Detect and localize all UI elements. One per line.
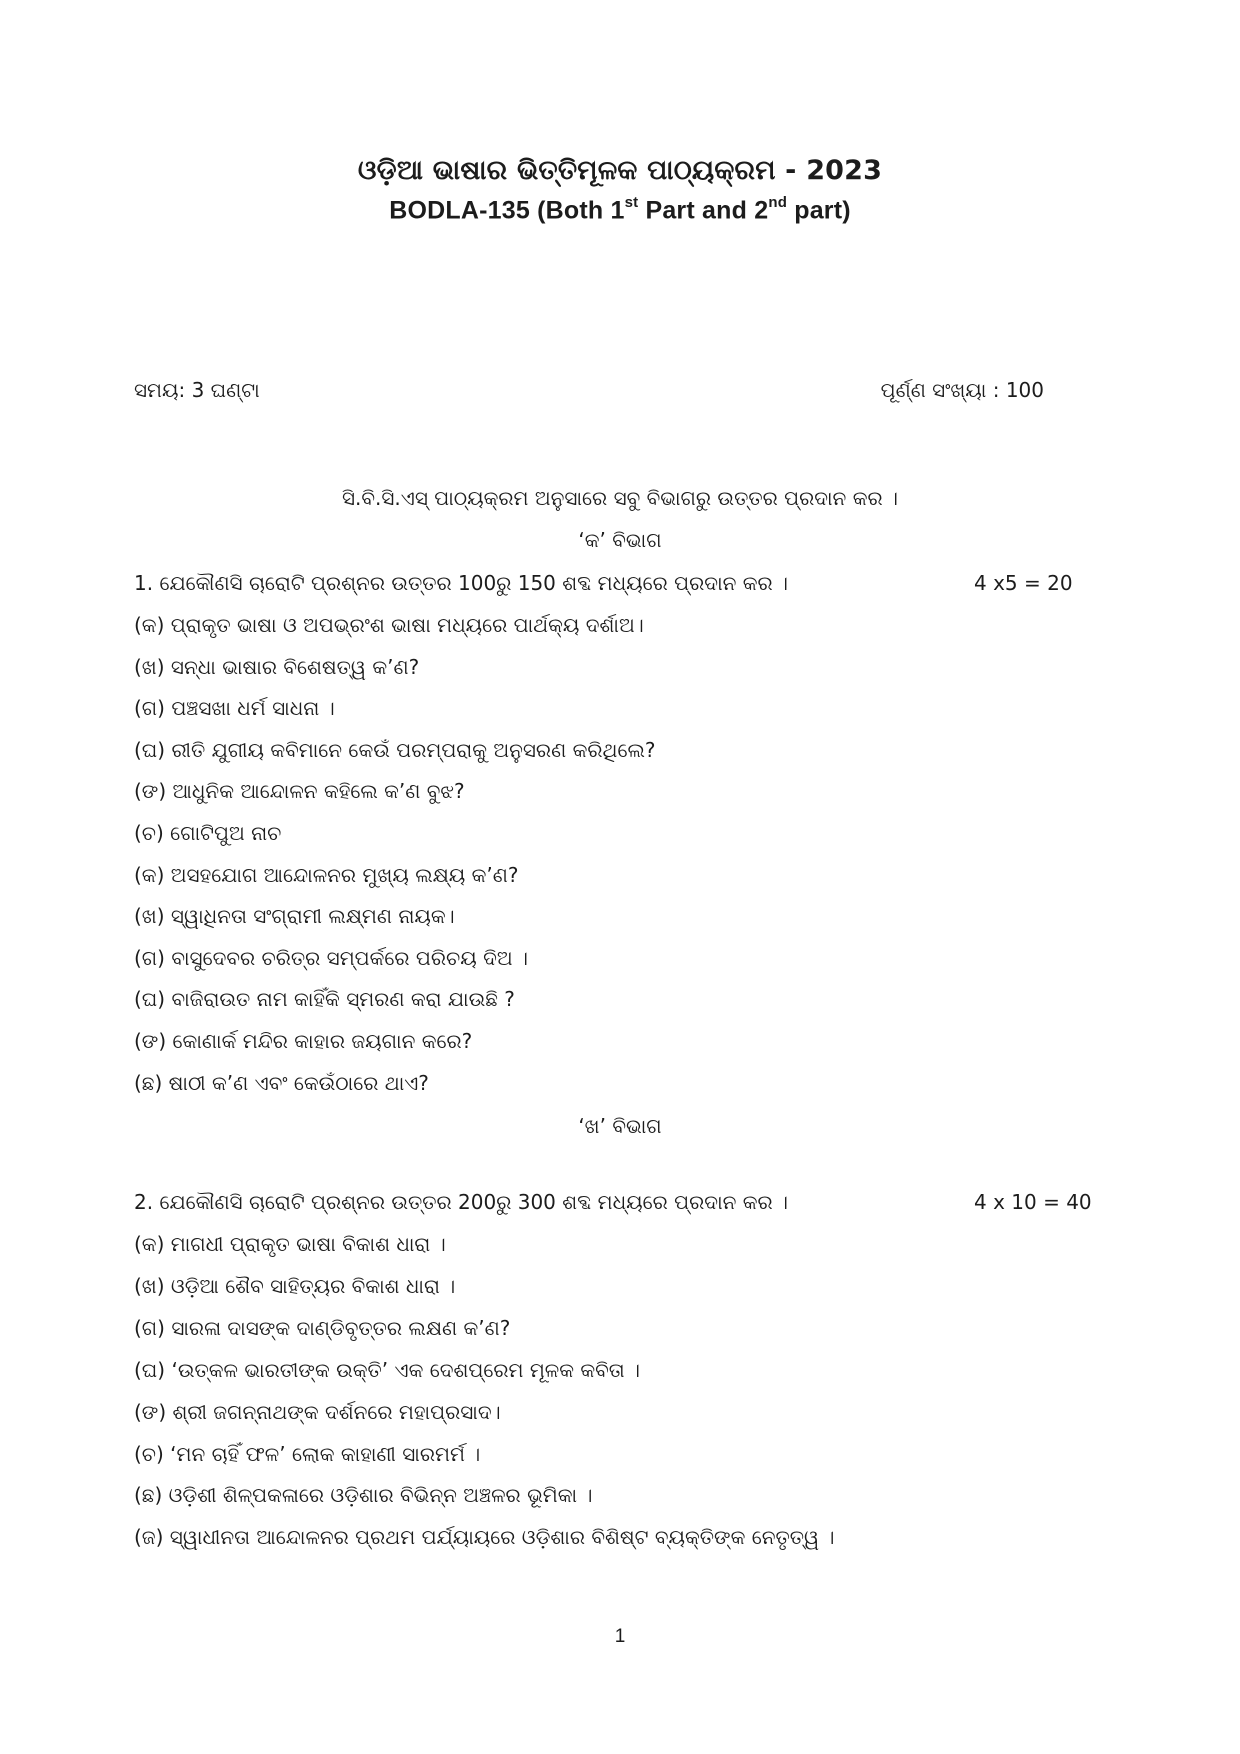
- question-item: (ଖ) ସ୍ୱାଧିନତା ସଂଗ୍ରାମୀ ଲକ୍ଷ୍ମଣ ନାୟକ।: [134, 904, 455, 929]
- exam-time: ସମୟ: 3 ଘଣ୍ଟା: [134, 378, 260, 402]
- question-item: (ଘ) ‘ଉତ୍କଳ ଭାରତୀଙ୍କ ଉକ୍ତି’ ଏକ ଦେଶପ୍ରେମ ମୂଳକ କବିତା ।: [134, 1357, 641, 1382]
- course-title: ଓଡ଼ିଆ ଭାଷାର ଭିତ୍ତିମୂଳକ ପାଠ୍ୟକ୍ରମ - 2023: [357, 155, 883, 186]
- question-item: (ଗ) ପଞ୍ଚସଖା ଧର୍ମ ସାଧନା ।: [134, 696, 335, 721]
- question-item: (ଚ) ଗୋଟିପୁଅ ନାଚ: [134, 821, 282, 845]
- question-item: (ଛ) ଓଡ଼ିଶୀ ଶିଳ୍ପକଳାରେ ଓଡ଼ିଶାର ବିଭିନ୍ନ ଅଞ୍ଚଳର ଭୂମିକା ।: [134, 1483, 593, 1508]
- question-item: (ଙ) କୋଣାର୍କ ମନ୍ଦିର କାହାର ଜୟଗାନ କରେ?: [134, 1029, 473, 1053]
- question-2: [134, 1190, 1092, 1214]
- question-item: (ଘ) ରୀତି ଯୁଗୀୟ କବିମାନେ କେଉଁ ପରମ୍ପରାକୁ ଅନୁସରଣ କରିଥିଲେ?: [134, 737, 656, 762]
- course-code-line: [0, 196, 1240, 225]
- question-item: (ଗ) ବାସୁଦେବର ଚରିତ୍ର ସମ୍ପର୍କରେ ପରିଚୟ ଦିଅ ।: [134, 945, 529, 970]
- section-a-title: ‘କ’ ବିଭାଗ: [578, 528, 662, 552]
- superscript-st: st: [624, 194, 639, 211]
- question-item: (କ) ମାଗଧୀ ପ୍ରାକୃତ ଭାଷା ବିକାଶ ଧାରା ।: [134, 1232, 446, 1256]
- question-item: (ଖ) ସନ୍ଧା ଭାଷାର ବିଶେଷତ୍ୱ କ’ଣ?: [134, 654, 420, 679]
- section-b-title: ‘ଖ’ ବିଭାଗ: [578, 1114, 662, 1138]
- question-2-score: 4 x 10 = 40: [974, 1190, 1092, 1214]
- question-item: (ଚ) ‘ମନ ଚାହିଁ ଫଳ’ ଲୋକ କାହାଣୀ ସାରମର୍ମ ।: [134, 1441, 481, 1466]
- question-2-text: 2. ଯେକୌଣସି ଚାରୋଟି ପ୍ରଶ୍ନର ଉତ୍ତର 200ରୁ 300 ଶବ୍ଦ ମଧ୍ୟରେ ପ୍ରଦାନ କର ।: [134, 1190, 789, 1214]
- general-instruction: ସି.ବି.ସି.ଏସ୍ ପାଠ୍ୟକ୍ରମ ଅନୁସାରେ ସବୁ ବିଭାଗରୁ ଉତ୍ତର ପ୍ରଦାନ କର ।: [342, 486, 898, 510]
- full-marks: ପୂର୍ଣ୍ଣ ସଂଖ୍ୟା : 100: [880, 378, 1044, 402]
- question-item: (ଗ) ସାରଳା ଦାସଙ୍କ ଦାଣ୍ଡିବୃତ୍ତର ଲକ୍ଷଣ କ’ଣ?: [134, 1315, 511, 1340]
- course-code-mid: Part and 2: [638, 196, 769, 225]
- course-code: BODLA-135 (Both 1: [389, 196, 625, 225]
- question-item: (କ) ପ୍ରାକୃତ ଭାଷା ଓ ଅପଭ୍ରଂଶ ଭାଷା ମଧ୍ୟରେ ପାର୍ଥକ୍ୟ ଦର୍ଶାଅ।: [134, 613, 644, 637]
- question-1: [134, 571, 1080, 595]
- question-item: (କ) ଅସହଯୋଗ ଆନ୍ଦୋଳନର ମୁଖ୍ୟ ଲକ୍ଷ୍ୟ କ’ଣ?: [134, 862, 519, 887]
- page-number: 1: [614, 1626, 626, 1647]
- question-item: (ଙ) ଶ୍ରୀ ଜଗନ୍ନାଥଙ୍କ ଦର୍ଶନରେ ମହାପ୍ରସାଦ।: [134, 1399, 501, 1424]
- course-code-end: part): [787, 196, 851, 225]
- question-item: (ଙ) ଆଧୁନିକ ଆନ୍ଦୋଳନ କହିଲେ କ’ଣ ବୁଝ?: [134, 779, 465, 804]
- question-item: (ଖ) ଓଡ଼ିଆ ଶୈବ ସାହିତ୍ୟର ବିକାଶ ଧାରା ।: [134, 1273, 456, 1298]
- question-item: (ଜ) ସ୍ୱାଧୀନତା ଆନ୍ଦୋଳନର ପ୍ରଥମ ପର୍ଯ୍ୟାୟରେ ଓଡ଼ିଶାର ବିଶିଷ୍ଟ ବ୍ୟକ୍ତିଙ୍କ ନେତୃତ୍ୱ ।: [134, 1525, 835, 1550]
- question-1-text: 1. ଯେକୌଣସି ଚାରୋଟି ପ୍ରଶ୍ନର ଉତ୍ତର 100ରୁ 150 ଶବ୍ଦ ମଧ୍ୟରେ ପ୍ରଦାନ କର ।: [134, 571, 789, 595]
- question-1-score: 4 x5 = 20: [974, 571, 1073, 595]
- superscript-nd: nd: [768, 194, 788, 211]
- question-item: (ଛ) ଷାଠୀ କ’ଣ ଏବଂ କେଉଁଠାରେ ଥାଏ?: [134, 1070, 429, 1095]
- question-item: (ଘ) ବାଜିରାଉତ ନାମ କାହିଁକି ସ୍ମରଣ କରା ଯାଉଛି ?: [134, 987, 515, 1012]
